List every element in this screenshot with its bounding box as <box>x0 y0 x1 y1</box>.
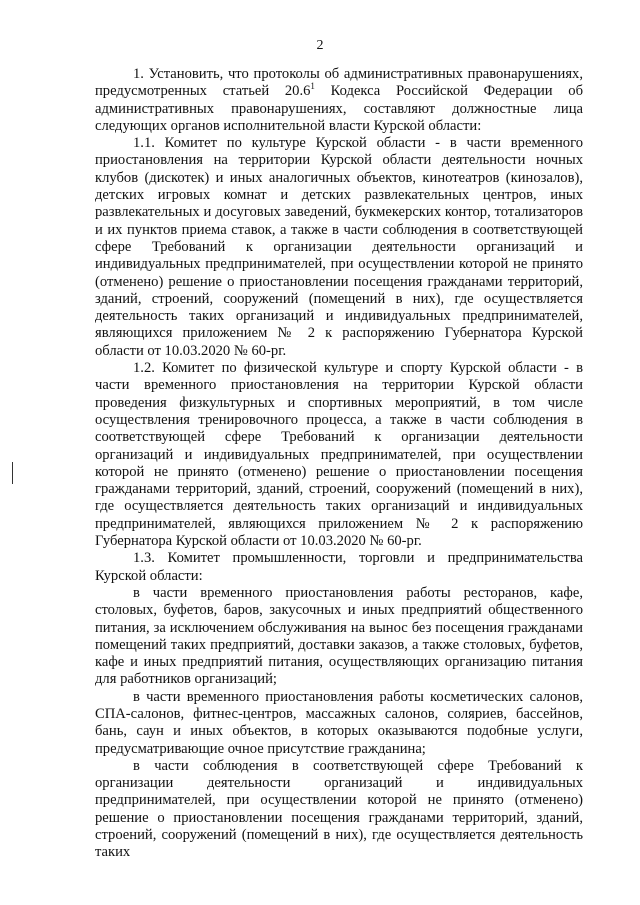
page-number: 2 <box>316 38 324 53</box>
paragraph-requirements: в части соблюдения в соответствующей сфере Требований к организации деятельности организаций и индивидуальных предпринимателей, при осуществлении которой не принято (отменено) решение о приостановлении посещения гражданами территорий, зданий, строений, сооружений (помещений в них), где осуществляется деятельность таких <box>95 757 583 861</box>
paragraph-1-3-industry-committee: 1.3. Комитет промышленности, торговли и предпринимательства Курской области: <box>95 550 583 584</box>
article-superscript: 1 <box>310 81 315 92</box>
paragraph-salons: в части временного приостановления работы косметических салонов, СПА-салонов, фитнес-центров, массажных салонов, соляриев, бассейнов, бань, саун и иных объектов, в которых оказываются подобные услуги, предусматривающие очное присутствие гражданина; <box>95 688 583 757</box>
paragraph-1-text: 1. Установить, что протоколы об административных правонарушениях, предусмотренных статьей 20.6 <box>95 66 583 100</box>
paragraph-1-2-sport-committee: 1.2. Комитет по физической культуре и спорту Курской области - в части временного приостановления на территории Курской области проведения физкультурных и спортивных мероприятий, в том числе осуществления тренировочного процесса, а также в части соблюдения в соответствующей сфере Требований к организации деятельности организаций и индивидуальных предпринимателей, при осуществлении которой не принято (отменено) решение о приостановлении посещения гражданами территорий, зданий, строений, сооружений (помещений в них), где осуществляется деятельность таких организаций и индивидуальных предпринимателей, являющихся приложением № 2 к распоряжению Губернатора Курской области от 10.03.2020 № 60-рг. <box>95 360 583 550</box>
document-body <box>95 66 583 862</box>
paragraph-1 <box>95 66 583 135</box>
paragraph-1-continuation: Кодекса Российской Федерации об административных правонарушениях, составляют должностные лица следующих органов исполнительной власти Курской области: <box>95 83 583 134</box>
paragraph-1-1-culture-committee: 1.1. Комитет по культуре Курской области - в части временного приостановления на территории Курской области деятельности ночных клубов (дискотек) и иных аналогичных объектов, кинотеатров (кинозалов), детских игровых комнат и детских развлекательных центров, иных развлекательных и досуговых заведений, букмекерских контор, тотализаторов и их пунктов приема ставок, а также в части соблюдения в соответствующей сфере Требований к организации деятельности организаций и индивидуальных предпринимателей, при осуществлении которой не принято (отменено) решение о приостановлении посещения гражданами территорий, зданий, строений, сооружений (помещений в них), где осуществляется деятельность таких организаций и индивидуальных предпринимателей, являющихся приложением № 2 к распоряжению Губернатора Курской области от 10.03.2020 № 60-рг. <box>95 135 583 359</box>
paragraph-restaurants: в части временного приостановления работы ресторанов, кафе, столовых, буфетов, баров, закусочных и иных предприятий общественного питания, за исключением обслуживания на вынос без посещения гражданами помещений таких предприятий, доставки заказов, а также столовых, буфетов, кафе и иных предприятий питания, осуществляющих организацию питания для работников организаций; <box>95 584 583 688</box>
scan-margin-mark <box>12 462 13 484</box>
